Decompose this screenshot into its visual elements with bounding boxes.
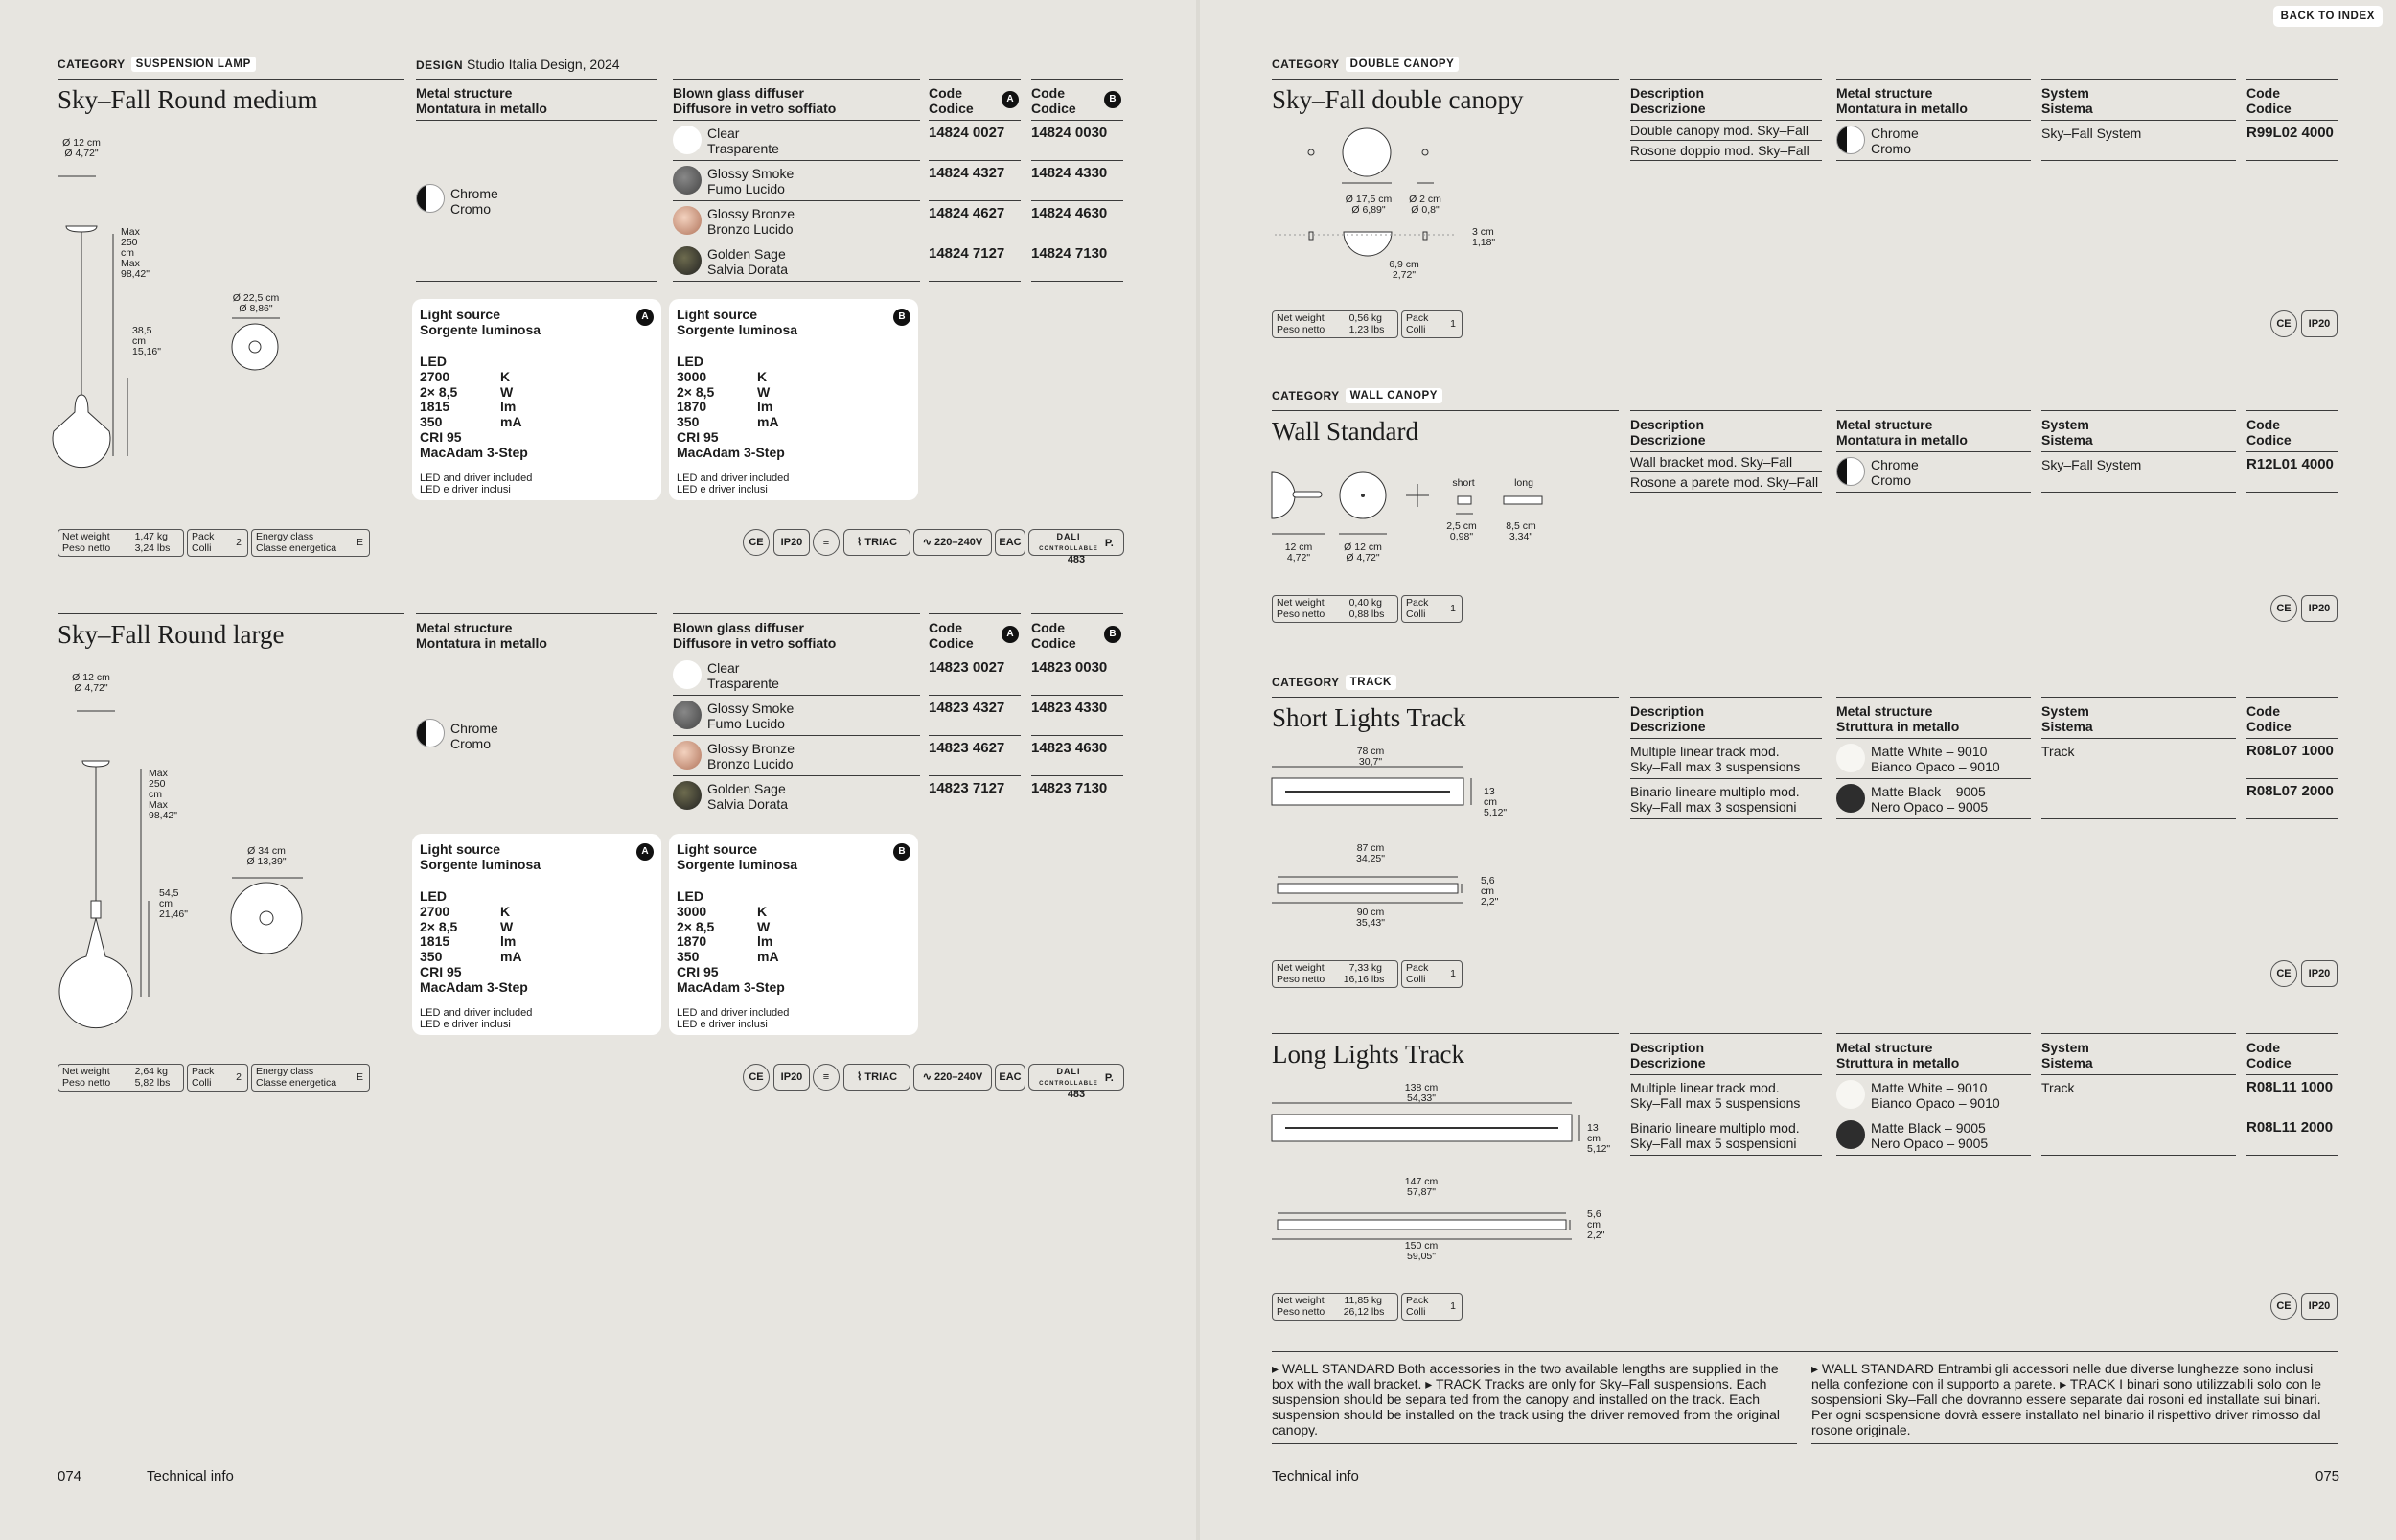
finish-row: Glossy Smoke Fumo Lucido — [673, 696, 920, 736]
dim-canopy: Ø 12 cm Ø 4,72" — [62, 137, 101, 159]
code-b-column — [1031, 79, 1123, 282]
code-a-cell: 14823 7127 — [929, 776, 1021, 816]
wall-bracket-drawing — [1272, 472, 1454, 530]
category-pill: TRACK — [1346, 675, 1396, 690]
dim-track-length: 147 cm 57,87" — [1404, 1176, 1439, 1198]
category-label: CATEGORY WALL CANOPY — [1272, 388, 1442, 403]
ip20-icon: IP20 — [2301, 960, 2338, 987]
metal-column: Metal structure Struttura in metallo Matte White – 9010 Bianco Opaco – 9010 Matte Black – 9005 Nero Opaco – 9005 — [1836, 697, 2031, 819]
code-a-cell: 14824 4327 — [929, 161, 1021, 201]
category-caption: CATEGORY — [58, 57, 126, 71]
chrome-swatch-icon — [1836, 457, 1865, 486]
code-b-cell: 14823 4630 — [1031, 736, 1123, 776]
code-a-cell: 14824 0027 — [929, 121, 1021, 161]
triac-icon: ⌇ TRIAC — [843, 529, 910, 556]
dimmable-icon: ≡ — [813, 529, 840, 556]
system-column: System Sistema Sky–Fall System — [2041, 79, 2236, 161]
finish-swatch-icon — [673, 781, 702, 810]
footer-title-left: Technical info — [147, 1468, 234, 1484]
product-title: Sky–Fall Round large — [58, 613, 404, 650]
code-column: Code Codice R08L07 1000 R08L07 2000 — [2246, 697, 2338, 819]
lamp-drawing — [53, 671, 216, 1016]
finish-row: Golden Sage Salvia Dorata — [673, 776, 920, 816]
page-gutter — [1196, 0, 1200, 1540]
metal-header: Metal structure Montatura in metallo — [416, 79, 657, 121]
ip20-icon: IP20 — [2301, 595, 2338, 622]
metal-column: Metal structure Montatura in metallo Chrome Cromo — [1836, 79, 2031, 161]
metal-column: Metal structure Montatura in metallo Chrome Cromo — [1836, 410, 2031, 493]
finish-row: Clear Trasparente — [673, 655, 920, 696]
weight-chip: Net weight 0,40 kg Peso netto 0,88 lbs — [1272, 595, 1398, 623]
eac-mark-icon: EAC — [995, 529, 1025, 556]
category-label: CATEGORY TRACK — [1272, 675, 1396, 690]
pack-chip: Pack Colli 1 — [1401, 960, 1463, 988]
dim-diffuser: Ø 22,5 cm Ø 8,86" — [232, 292, 280, 314]
dim-canopy-diameter: Ø 17,5 cm Ø 6,89" — [1345, 194, 1393, 216]
ce-mark-icon: CE — [2270, 310, 2297, 337]
light-source-a: A Light source Sorgente luminosa LED 2700 K 2× 8,5 W 1815 lm 350 mA CRI 95 MacAdam 3-Step LED and driver included LED e driver inclusi — [412, 299, 661, 500]
code-a-header: Code Codice A — [929, 79, 1021, 121]
dim-height-max: Max 250 cm Max 98,42" — [149, 768, 178, 821]
black-swatch-icon — [1836, 1120, 1865, 1149]
desc-column: Description Descrizione Double canopy mod. Sky–Fall Rosone doppio mod. Sky–Fall — [1630, 79, 1822, 161]
dim-height-body: 38,5 cm 15,16" — [132, 325, 162, 357]
code-b-cell: 14824 4630 — [1031, 201, 1123, 241]
category-pill: SUSPENSION LAMP — [131, 57, 256, 72]
finish-swatch-icon — [673, 206, 702, 235]
notes-divider — [1272, 1351, 2338, 1352]
system-column: System Sistema Sky–Fall System — [2041, 410, 2236, 493]
pack-chip: Pack Colli 2 — [187, 529, 248, 557]
finish-row: Glossy Bronze Bronzo Lucido — [673, 736, 920, 776]
weight-chip: Net weight 1,47 kg Peso netto 3,24 lbs — [58, 529, 184, 557]
code-a-cell: 14823 4627 — [929, 736, 1021, 776]
dim-long: 8,5 cm 3,34" — [1506, 520, 1536, 542]
category-label: CATEGORY DOUBLE CANOPY — [1272, 57, 1459, 72]
chrome-swatch-icon — [416, 719, 445, 747]
pack-chip: Pack Colli 2 — [187, 1064, 248, 1092]
design-credit — [416, 57, 620, 72]
system-column: System Sistema Track — [2041, 1033, 2236, 1156]
dim-canopy: Ø 12 cm Ø 4,72" — [72, 672, 110, 694]
variant-b-badge: B — [893, 309, 910, 326]
code-a-cell: 14824 4627 — [929, 201, 1021, 241]
dim-depth: 3 cm 1,18" — [1472, 226, 1496, 248]
product-title: Sky–Fall Round medium — [58, 79, 404, 115]
chrome-swatch-icon — [1836, 126, 1865, 154]
design-value: Studio Italia Design, 2024 — [467, 57, 620, 72]
desc-column: Description Descrizione Wall bracket mod. Sky–Fall Rosone a parete mod. Sky–Fall — [1630, 410, 1822, 493]
code-a-cell: 14824 7127 — [929, 241, 1021, 282]
pack-chip: Pack Colli 1 — [1401, 1293, 1463, 1321]
voltage-icon: ∿ 220–240V — [913, 1064, 992, 1091]
variant-b-badge: B — [1104, 626, 1121, 643]
code-b-cell: 14823 7130 — [1031, 776, 1123, 816]
code-a-cell: 14823 4327 — [929, 696, 1021, 736]
desc-column: Description Descrizione Multiple linear track mod. Sky–Fall max 3 suspensions Binario lineare multiplo mod. Sky–Fall max 3 sospensioni — [1630, 697, 1822, 819]
dim-track-depth: 5,6 cm 2,2" — [1481, 875, 1499, 908]
dim-track-height: 13 cm 5,12" — [1484, 786, 1508, 818]
short-label: short — [1452, 477, 1475, 489]
white-swatch-icon — [1836, 744, 1865, 772]
metal-column — [416, 613, 657, 816]
code-b-cell: 14824 4330 — [1031, 161, 1123, 201]
eac-mark-icon: EAC — [995, 1064, 1025, 1091]
track-drawing — [1272, 1103, 1578, 1295]
energy-chip: Energy class Classe energetica E — [251, 529, 370, 557]
category-label — [58, 57, 256, 72]
light-source-b: B Light source Sorgente luminosa LED 3000 K 2× 8,5 W 1870 lm 350 mA CRI 95 MacAdam 3-Step LED and driver included LED e driver inclusi — [669, 299, 918, 500]
finish-row: Golden Sage Salvia Dorata — [673, 241, 920, 282]
code-b-column — [1031, 613, 1123, 816]
variant-a-badge: A — [1002, 91, 1019, 108]
footer-title-right: Technical info — [1272, 1468, 1359, 1484]
dali-icon: DALI CONTROLLABLE P. 483 — [1028, 1064, 1124, 1091]
code-b-cell: 14824 0030 — [1031, 121, 1123, 161]
code-column: Code Codice R99L02 4000 — [2246, 79, 2338, 161]
black-swatch-icon — [1836, 784, 1865, 813]
variant-b-badge: B — [893, 843, 910, 861]
product-title: Sky–Fall double canopy — [1272, 79, 1619, 115]
dali-icon: DALI CONTROLLABLE P. 483 — [1028, 529, 1124, 556]
dim-bracket-depth: 12 cm 4,72" — [1284, 541, 1313, 563]
dim-track-overall: 90 cm 35,43" — [1355, 907, 1385, 929]
pack-chip: Pack Colli 1 — [1401, 595, 1463, 623]
code-a-cell: 14823 0027 — [929, 655, 1021, 696]
lamp-drawing — [53, 136, 206, 462]
ce-mark-icon: CE — [2270, 1293, 2297, 1320]
dim-short: 2,5 cm 0,98" — [1446, 520, 1477, 542]
pack-chip: Pack Colli 1 — [1401, 310, 1463, 338]
white-swatch-icon — [1836, 1080, 1865, 1109]
dim-height-max: Max 250 cm Max 98,42" — [121, 226, 150, 280]
code-column: Code Codice R12L01 4000 — [2246, 410, 2338, 493]
finish-swatch-icon — [673, 126, 702, 154]
chrome-swatch-icon — [416, 184, 445, 213]
weight-chip: Net weight 2,64 kg Peso netto 5,82 lbs — [58, 1064, 184, 1092]
dim-track-length: 87 cm 34,25" — [1355, 842, 1385, 864]
ip20-icon: IP20 — [773, 529, 810, 556]
system-column: System Sistema Track — [2041, 697, 2236, 819]
finish-swatch-icon — [673, 701, 702, 729]
dim-track-height: 13 cm 5,12" — [1587, 1122, 1611, 1155]
product-title: Long Lights Track — [1272, 1033, 1619, 1069]
metal-header: Metal structure Montatura in metallo — [416, 613, 657, 655]
finish-swatch-icon — [673, 660, 702, 689]
page-number-left: 074 — [58, 1468, 82, 1484]
variant-a-badge: A — [636, 309, 654, 326]
code-a-column — [929, 613, 1021, 816]
code-b-header: Code Codice B — [1031, 613, 1123, 655]
energy-chip: Energy class Classe energetica E — [251, 1064, 370, 1092]
ce-mark-icon: CE — [2270, 595, 2297, 622]
canopy-drawing — [1303, 131, 1495, 246]
dim-height-body: 54,5 cm 21,46" — [159, 887, 189, 920]
glass-column — [673, 613, 920, 816]
finish-row: Glossy Smoke Fumo Lucido — [673, 161, 920, 201]
product-title: Wall Standard — [1272, 410, 1619, 447]
dim-track-top: 138 cm 54,33" — [1404, 1082, 1439, 1104]
code-column: Code Codice R08L11 1000 R08L11 2000 — [2246, 1033, 2338, 1156]
dim-bracket-diameter: Ø 12 cm Ø 4,72" — [1344, 541, 1382, 563]
code-b-cell: 14823 4330 — [1031, 696, 1123, 736]
ip20-icon: IP20 — [2301, 310, 2338, 337]
dim-track-overall: 150 cm 59,05" — [1404, 1240, 1439, 1262]
ce-mark-icon: CE — [2270, 960, 2297, 987]
variant-a-badge: A — [1002, 626, 1019, 643]
ce-mark-icon: CE — [743, 1064, 770, 1091]
code-b-header: Code Codice B — [1031, 79, 1123, 121]
ip20-icon: IP20 — [773, 1064, 810, 1091]
lamp-top-view — [230, 874, 307, 951]
note-italian: ▸ WALL STANDARD Entrambi gli accessori nelle due diverse lunghezze sono inclusi nella confezione con il supporto a parete. ▸ TRACK I binari sono utilizzabili solo con le sospensioni Sky–Fall che dovranno essere separate dai rosoni ed installate sui binari. Per ogni sospensione dovrà essere installato nel binario il rispettivo driver rimosso dal rosone originale. — [1811, 1361, 2338, 1444]
light-source-b: B Light source Sorgente luminosa LED 3000 K 2× 8,5 W 1870 lm 350 mA CRI 95 MacAdam 3-Step LED and driver included LED e driver inclusi — [669, 834, 918, 1035]
metal-value: Chrome Cromo — [416, 121, 657, 282]
design-caption: DESIGN — [416, 58, 464, 72]
dim-track-top: 78 cm 30,7" — [1356, 746, 1385, 768]
ce-mark-icon: CE — [743, 529, 770, 556]
light-source-a: A Light source Sorgente luminosa LED 2700 K 2× 8,5 W 1815 lm 350 mA CRI 95 MacAdam 3-Step LED and driver included LED e driver inclusi — [412, 834, 661, 1035]
variant-b-badge: B — [1104, 91, 1121, 108]
variant-a-badge: A — [636, 843, 654, 861]
glass-header: Blown glass diffuser Diffusore in vetro soffiato — [673, 613, 920, 655]
finish-swatch-icon — [673, 246, 702, 275]
lamp-top-view — [230, 314, 288, 372]
code-a-column — [929, 79, 1021, 282]
dim-height: 6,9 cm 2,72" — [1389, 259, 1419, 281]
finish-row: Clear Trasparente — [673, 121, 920, 161]
product-title: Short Lights Track — [1272, 697, 1619, 733]
desc-column: Description Descrizione Multiple linear track mod. Sky–Fall max 5 suspensions Binario lineare multiplo mod. Sky–Fall max 5 sospensioni — [1630, 1033, 1822, 1156]
weight-chip: Net weight 11,85 kg Peso netto 26,12 lbs — [1272, 1293, 1398, 1321]
dim-hole: Ø 2 cm Ø 0,8" — [1409, 194, 1441, 216]
metal-column: Metal structure Struttura in metallo Matte White – 9010 Bianco Opaco – 9010 Matte Black – 9005 Nero Opaco – 9005 — [1836, 1033, 2031, 1156]
metal-column — [416, 79, 657, 282]
glass-header: Blown glass diffuser Diffusore in vetro soffiato — [673, 79, 920, 121]
page-number-right: 075 — [2315, 1468, 2340, 1484]
dimmable-icon: ≡ — [813, 1064, 840, 1091]
code-b-cell: 14823 0030 — [1031, 655, 1123, 696]
code-b-cell: 14824 7130 — [1031, 241, 1123, 282]
finish-row: Glossy Bronze Bronzo Lucido — [673, 201, 920, 241]
glass-column — [673, 79, 920, 282]
weight-chip: Net weight 0,56 kg Peso netto 1,23 lbs — [1272, 310, 1398, 338]
finish-swatch-icon — [673, 741, 702, 770]
code-a-header: Code Codice A — [929, 613, 1021, 655]
finish-swatch-icon — [673, 166, 702, 195]
dim-diffuser: Ø 34 cm Ø 13,39" — [246, 845, 287, 867]
note-english: ▸ WALL STANDARD Both accessories in the two available lengths are supplied in the box with the wall bracket. ▸ TRACK Tracks are only for Sky–Fall suspensions. Each suspension should be separa ted from the canopy and installed on the track. Each suspension should be installed on the track using the driver removed from the original canopy. — [1272, 1361, 1797, 1444]
dim-track-depth: 5,6 cm 2,2" — [1587, 1208, 1605, 1241]
ip20-icon: IP20 — [2301, 1293, 2338, 1320]
metal-value: Chrome Cromo — [416, 655, 657, 816]
weight-chip: Net weight 7,33 kg Peso netto 16,16 lbs — [1272, 960, 1398, 988]
category-pill: WALL CANOPY — [1346, 388, 1442, 403]
long-label: long — [1514, 477, 1533, 489]
voltage-icon: ∿ 220–240V — [913, 529, 992, 556]
back-to-index-button[interactable]: BACK TO INDEX — [2273, 6, 2383, 27]
category-pill: DOUBLE CANOPY — [1346, 57, 1460, 72]
triac-icon: ⌇ TRIAC — [843, 1064, 910, 1091]
